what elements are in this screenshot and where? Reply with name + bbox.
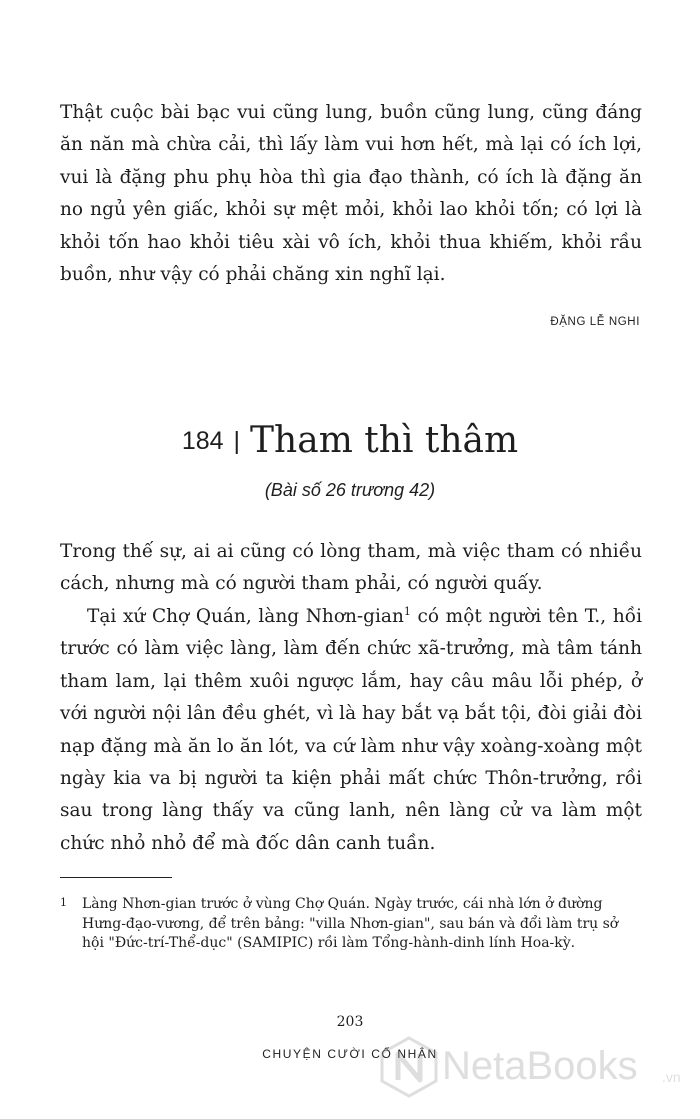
paragraph-2-text-after-note: có một người tên T., hồi trước có làm việc làng, làm đến chức xã-trưởng, mà tâm tánh tham lam, lại thêm xuôi ngược lắm, hay câu mâu lỗi phép, ở với người nội lân đều ghét, vì là hay bắt vạ bắt tội, đòi giải đòi nạp đặng mà ăn lo ăn lót, va cứ làm như vậy xoàng-xoàng một ngày kia va bị người ta kiện phải mất chức Thôn-trưởng, rồi sau trong làng thấy va cũng lanh, nên làng cử va làm một chức nhỏ nhỏ để mà đốc dân canh tuần. [60,606,642,854]
story-paragraph-1: Trong thế sự, ai ai cũng có lòng tham, mà việc tham có nhiều cách, nhưng mà có người tham phải, có người quấy. [60,541,642,595]
heading-separator: | [233,427,241,455]
footnote-text: Làng Nhơn-gian trước ở vùng Chợ Quán. Ngày trước, cái nhà lớn ở đường Hưng-đạo-vương, để trên bảng: "villa Nhơn-gian", sau bán và đổi làm trụ sở hội "Đức-trí-Thể-dục" (SAMIPIC) rồi làm Tổng-hành-dinh lính Hoa-kỳ. [82,896,619,952]
watermark-brand: NetaBooks [442,1044,638,1088]
running-title: CHUYỆN CƯỜI CỔ NHÂN [262,1047,438,1061]
story-number: 184 [181,427,224,455]
footnote-divider [60,877,172,878]
story-paragraph-2 [60,601,642,860]
story-subtitle: (Bài số 26 trương 42) [264,480,436,500]
paragraph-2-text-before-note: Tại xứ Chợ Quán, làng Nhơn-gian [87,606,404,627]
watermark [378,1024,698,1116]
story-title: Tham thì thâm [250,420,519,461]
previous-story-closing-paragraph: Thật cuộc bài bạc vui cũng lung, buồn cũng lung, cũng đáng ăn năn mà chừa cải, thì lấy làm vui hơn hết, mà lại có ích lợi, vui là đặng phu phụ hòa thì gia đạo thành, có ích là đặng ăn no ngủ yên giấc, khỏi sự mệt mỏi, khỏi lao khỏi tốn; có lợi là khỏi tốn hao khỏi tiêu xài vô ích, khỏi thua khiếm, khỏi rầu buồn, như vậy có phải chăng xin nghĩ lại. [60,102,642,286]
footnote-reference[interactable]: 1 [403,604,411,618]
footnote-number: 1 [60,896,67,909]
footnote [60,895,642,954]
page-number: 203 [336,1014,364,1030]
watermark-tld: .vn [662,1069,681,1085]
previous-story-author: ĐẶNG LỄ NGHI [550,316,640,328]
netabooks-logo-icon [378,1036,440,1098]
story-heading [0,420,700,461]
